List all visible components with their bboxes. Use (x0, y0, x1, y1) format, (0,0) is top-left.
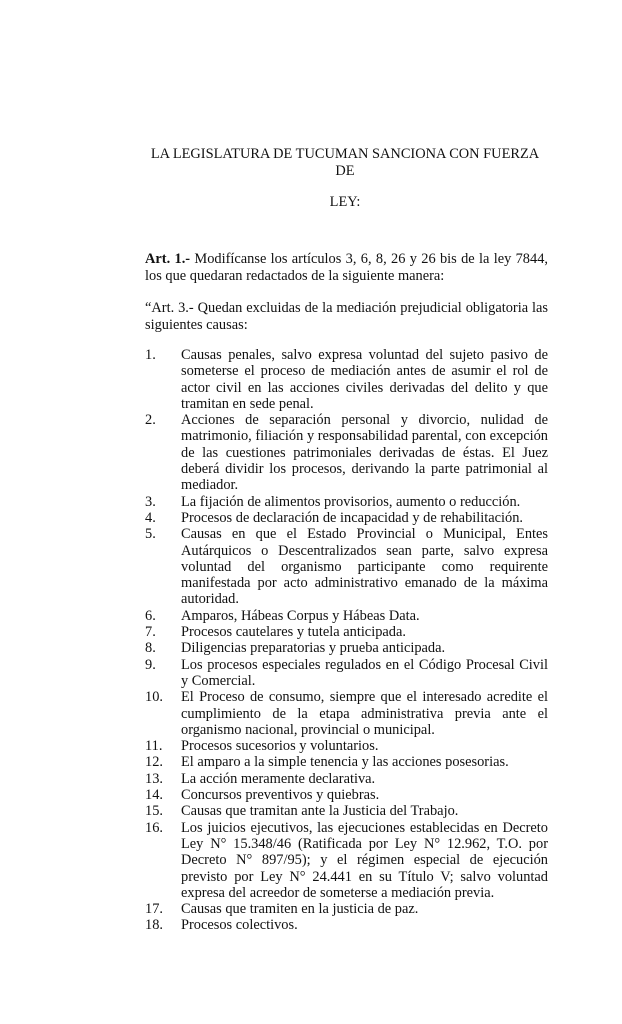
list-item (145, 657, 548, 690)
article-1-label: Art. 1.- (145, 251, 191, 267)
article-1-paragraph (145, 251, 548, 284)
list-item (145, 510, 548, 526)
list-item-number: 1. (145, 347, 156, 363)
list-item (145, 624, 548, 640)
list-item-number: 18. (145, 917, 163, 934)
list-item (145, 526, 548, 607)
list-item (145, 412, 548, 493)
list-item-text: Causas que tramitan ante la Justicia del Trabajo. (181, 803, 459, 820)
list-item-text: Acciones de separación personal y divorcio, nulidad de matrimonio, filiación y responsabilidad parental, con excepción de las cuestiones patrimoniales derivadas de éstas. El Juez deberá dividir los procesos, derivando la parte patrimonial al mediador. (181, 412, 548, 494)
article-1-text: Modifícanse los artículos 3, 6, 8, 26 y 26 bis de la ley 7844, los que quedaran redactados de la siguiente manera: (145, 251, 548, 284)
enactment-heading: LA LEGISLATURA DE TUCUMAN SANCIONA CON FUERZA DE (150, 146, 540, 179)
list-item-text: Causas que tramiten en la justicia de paz. (181, 901, 419, 918)
list-item-text: Diligencias preparatorias y prueba anticipada. (181, 640, 446, 657)
article-3-intro: “Art. 3.- Quedan excluidas de la mediación prejudicial obligatoria las siguientes causas: (145, 300, 548, 333)
list-item (145, 494, 548, 510)
list-item (145, 771, 548, 787)
list-item-text: Los procesos especiales regulados en el Código Procesal Civil y Comercial. (181, 656, 548, 689)
list-item-number: 9. (145, 656, 156, 673)
list-item-text: Los juicios ejecutivos, las ejecuciones establecidas en Decreto Ley N° 15.348/46 (Ratificada por Ley N° 12.962, T.O. por Decreto N° 897/95); y el régimen especial de ejecución previsto por Ley N° 24.441 en su Título V; salvo voluntad expresa del acreedor de someterse a mediación previa. (181, 819, 548, 901)
list-item-text: Procesos cautelares y tutela anticipada. (181, 624, 406, 641)
list-item-text: La acción meramente declarativa. (181, 770, 376, 787)
list-item (145, 689, 548, 738)
list-item-number: 12. (145, 754, 163, 771)
list-item (145, 917, 548, 933)
list-item-number: 15. (145, 803, 163, 820)
list-item-text: La fijación de alimentos provisorios, aumento o reducción. (181, 493, 521, 510)
list-item-number: 5. (145, 526, 156, 543)
list-item-number: 10. (145, 689, 163, 706)
list-item-text: Procesos colectivos. (181, 917, 298, 934)
list-item-number: 17. (145, 901, 163, 918)
list-item-number: 3. (145, 493, 156, 510)
list-item-number: 14. (145, 787, 163, 804)
list-item (145, 608, 548, 624)
list-item (145, 803, 548, 819)
list-item-text: Amparos, Hábeas Corpus y Hábeas Data. (181, 607, 420, 624)
excluded-causes-list (145, 347, 548, 934)
list-item-number: 2. (145, 412, 156, 429)
list-item (145, 640, 548, 656)
enactment-heading-ley: LEY: (329, 194, 361, 210)
list-item-text: El amparo a la simple tenencia y las acciones posesorias. (181, 754, 509, 771)
list-item (145, 738, 548, 754)
list-item-number: 11. (145, 738, 163, 755)
list-item (145, 901, 548, 917)
list-item-number: 16. (145, 819, 163, 836)
list-item-number: 4. (145, 509, 156, 526)
list-item-text: Causas penales, salvo expresa voluntad del sujeto pasivo de someterse el proceso de mediación antes de asumir el rol de actor civil en las acciones civiles derivadas del delito y que tramitan en sede penal. (181, 347, 548, 412)
list-item-number: 7. (145, 624, 156, 641)
list-item-text: Concursos preventivos y quiebras. (181, 787, 380, 804)
list-item-text: Causas en que el Estado Provincial o Municipal, Entes Autárquicos o Descentralizados sean parte, salvo expresa voluntad del organismo participante como requirente manifestada por acto administrativo emanado de la máxima autoridad. (181, 526, 548, 608)
list-item-text: Procesos sucesorios y voluntarios. (181, 738, 379, 755)
list-item (145, 754, 548, 770)
list-item-text: El Proceso de consumo, siempre que el interesado acredite el cumplimiento de la etapa administrativa previa ante el organismo nacional, provincial o municipal. (181, 689, 548, 738)
list-item (145, 787, 548, 803)
list-item-number: 8. (145, 640, 156, 657)
list-item (145, 347, 548, 412)
list-item-number: 6. (145, 607, 156, 624)
list-item (145, 820, 548, 901)
list-item-text: Procesos de declaración de incapacidad y de rehabilitación. (181, 509, 524, 526)
list-item-number: 13. (145, 770, 163, 787)
